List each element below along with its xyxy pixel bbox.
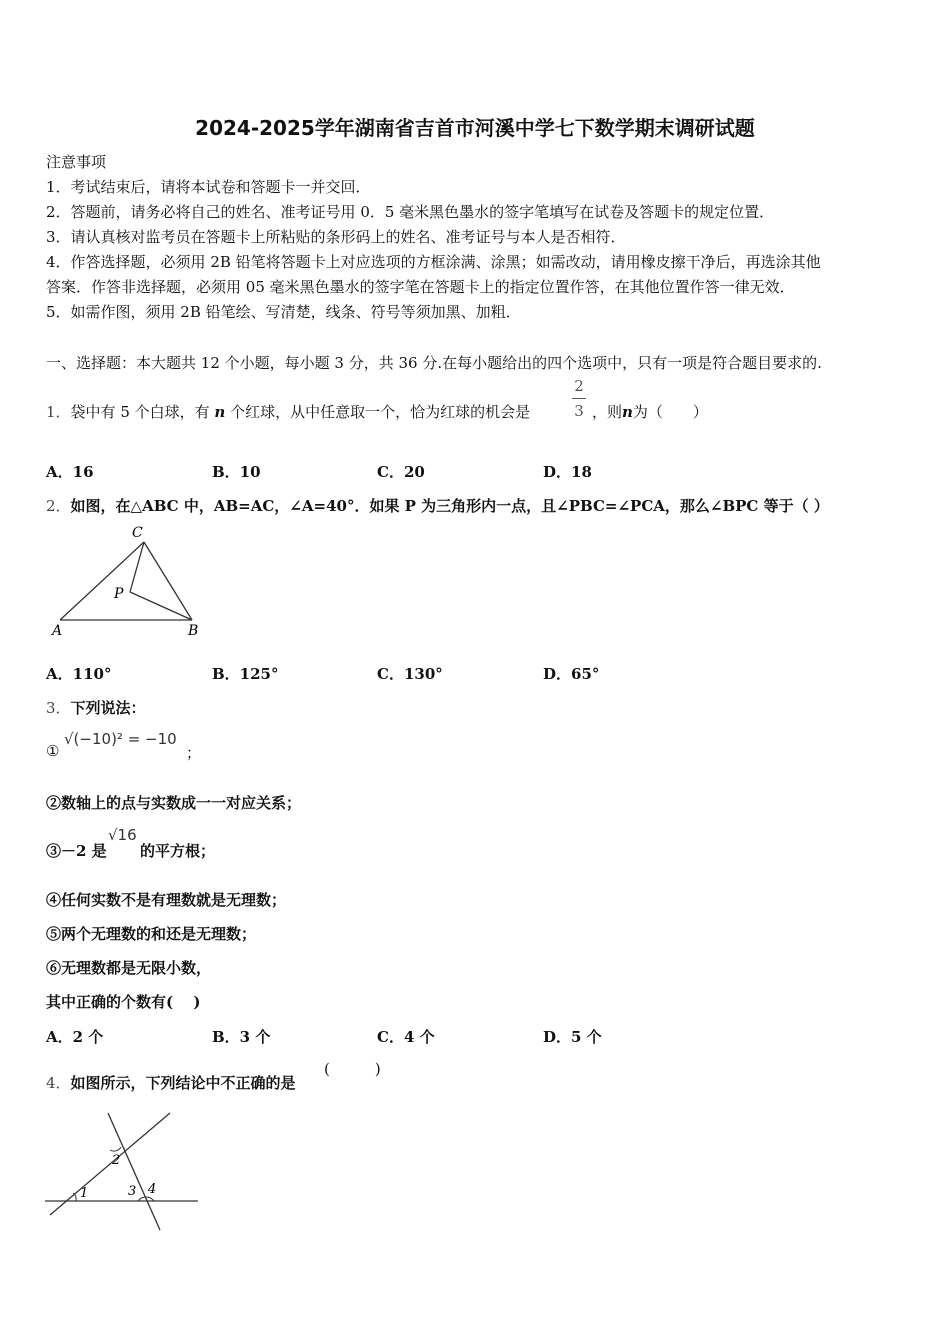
page-title: 2024-2025学年湖南省吉首市河溪中学七下数学期末调研试题 [195, 116, 755, 140]
option-a: A．110° [46, 665, 112, 683]
notice-item: 答案．作答非选择题，必须用 05 毫米黑色墨水的签字笔在答题卡上的指定位置作答，在其他位置作答一律无效． [46, 278, 795, 296]
fraction-denominator: 3 [574, 402, 584, 420]
question-number: 2． [46, 497, 71, 515]
question-3 [46, 697, 146, 718]
fraction-numerator: 2 [574, 377, 584, 395]
statement-6: ⑥无理数都是无限小数， [46, 959, 212, 977]
q4-paren: ( ) [324, 1060, 381, 1078]
notice-heading: 注意事项 [46, 153, 107, 171]
option-c: C．20 [377, 463, 425, 481]
option-a: A．16 [46, 463, 94, 481]
q1-text: 个红球，从中任意取一个，恰为红球的机会是 [230, 403, 531, 421]
q1-var: n [622, 403, 633, 421]
statement-2: ②数轴上的点与实数成一一对应关系； [46, 794, 302, 812]
question-number: 3． [46, 699, 71, 717]
question-number: 4． [46, 1074, 71, 1092]
statement-1-mark: ① [46, 742, 60, 760]
question-number: 1． [46, 403, 71, 421]
q1-text: ，则 [592, 403, 623, 421]
section-heading: 一、选择题：本大题共 12 个小题，每小题 3 分，共 36 分.在每小题给出的四个选项中，只有一项是符合题目要求的. [46, 354, 822, 372]
statement-1-formula: √(−10)² = −10 [64, 730, 177, 748]
q4-text: 如图所示，下列结论中不正确的是 [70, 1074, 296, 1092]
statement-5: ⑤两个无理数的和还是无理数； [46, 925, 257, 943]
option-d: D．18 [543, 463, 592, 481]
statement-1-end: ； [186, 744, 202, 762]
notice-item: 4．作答选择题，必须用 2B 铅笔将答题卡上对应选项的方框涂满、涂黑；如需改动，请用橡皮擦干净后，再选涂其他 [46, 253, 821, 271]
option-d: D．65° [543, 665, 600, 683]
q3-ask: 其中正确的个数有( ) [46, 993, 201, 1011]
notice-item: 5．如需作图，须用 2B 铅笔绘、写清楚，线条、符号等须加黑、加粗． [46, 303, 521, 321]
option-b: B．10 [212, 463, 261, 481]
notice-item: 3．请认真核对监考员在答题卡上所粘贴的条形码上的姓名、准考证号与本人是否相符． [46, 228, 626, 246]
statement-3-root: √16 [108, 826, 137, 844]
statement-3-a: ③－2 是 [46, 842, 107, 860]
question-1 [46, 401, 530, 422]
angle-4-label: 4 [148, 1182, 157, 1197]
option-b: B．3 个 [212, 1028, 271, 1046]
statement-3-b: 的平方根； [140, 842, 216, 860]
angle-2-label: 2 [112, 1153, 121, 1168]
option-a: A．2 个 [46, 1028, 104, 1046]
notice-item: 2．答题前，请务必将自己的姓名、准考证号用 0．5 毫米黑色墨水的签字笔填写在试卷及答题卡的规定位置． [46, 203, 775, 221]
label-c: C [132, 525, 143, 541]
question-4 [46, 1072, 296, 1093]
option-c: C．130° [377, 665, 443, 683]
q1-var: n [214, 403, 226, 421]
angles-figure [40, 1105, 210, 1235]
statement-4: ④任何实数不是有理数就是无理数； [46, 891, 287, 909]
q2-text: 如图，在△ABC 中，AB=AC，∠A=40°．如果 P 为三角形内一点，且∠PBC=∠PCA，那么∠BPC 等于（ ） [70, 497, 829, 515]
q1-text: 袋中有 5 个白球，有 [70, 403, 210, 421]
triangle-figure [44, 520, 214, 642]
option-b: B．125° [212, 665, 279, 683]
option-c: C．4 个 [377, 1028, 435, 1046]
label-p: P [114, 586, 124, 602]
angle-1-label: 1 [80, 1186, 89, 1201]
q3-text: 下列说法： [70, 699, 146, 717]
option-d: D．5 个 [543, 1028, 602, 1046]
label-b: B [188, 623, 199, 639]
angle-3-label: 3 [128, 1184, 137, 1199]
q1-fraction [572, 377, 586, 420]
q1-text: 为（ ） [632, 403, 708, 421]
question-1-tail [592, 401, 708, 422]
label-a: A [52, 623, 63, 639]
question-2 [46, 495, 829, 516]
notice-item: 1．考试结束后，请将本试卷和答题卡一并交回． [46, 178, 371, 196]
